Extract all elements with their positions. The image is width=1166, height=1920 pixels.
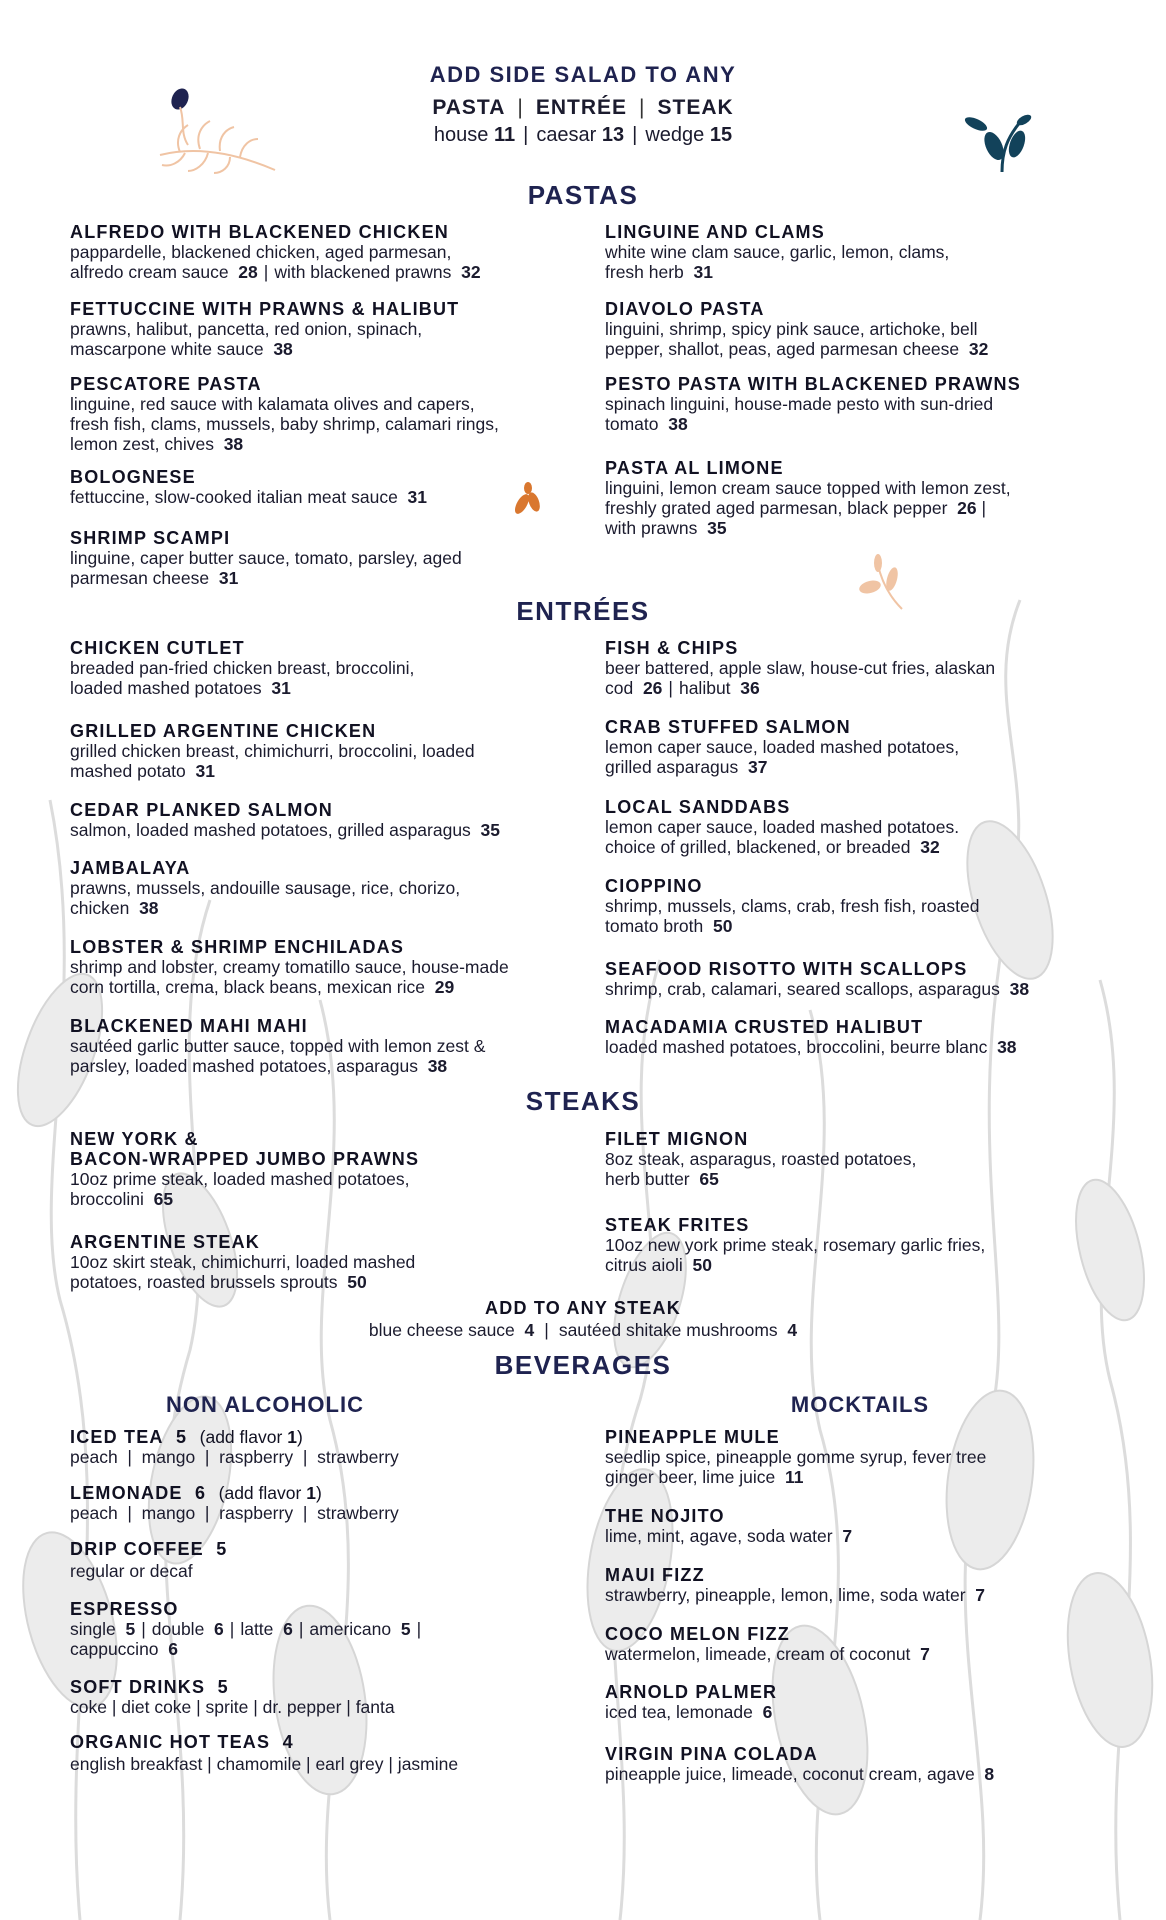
item-name: PINEAPPLE MULE <box>605 1427 780 1447</box>
menu-item <box>70 1599 570 1659</box>
menu-item <box>70 1732 570 1774</box>
item-price: 31 <box>693 262 713 282</box>
item-price: 65 <box>153 1189 174 1209</box>
item-desc: watermelon, limeade, cream of coconut 7 <box>605 1644 930 1664</box>
item-price: 31 <box>407 487 428 507</box>
item-name: PESCATORE PASTA <box>70 374 262 394</box>
menu-item <box>605 1682 1105 1722</box>
item-desc: beer battered, apple slaw, house-cut fries, alaskan <box>605 658 996 678</box>
item-name: LINGUINE AND CLAMS <box>605 222 825 242</box>
menu-item <box>70 1677 570 1717</box>
item-price: 38 <box>668 414 688 434</box>
item-price: 28 <box>238 262 258 282</box>
menu-item <box>70 1232 570 1292</box>
item-desc: citrus aioli 50 <box>605 1255 713 1275</box>
item-desc: herb butter 65 <box>605 1169 719 1189</box>
item-desc: lemon zest, chives 38 <box>70 434 244 454</box>
item-name: ESPRESSO <box>70 1599 179 1619</box>
item-name: LEMONADE 6 (add flavor 1) <box>70 1483 322 1503</box>
item-price: 31 <box>271 678 291 698</box>
item-desc: pineapple juice, limeade, coconut cream, agave 8 <box>605 1764 995 1784</box>
menu-item <box>605 1506 1105 1546</box>
item-desc: shrimp, mussels, clams, crab, fresh fish, roasted <box>605 896 980 916</box>
item-price: 8 <box>984 1764 995 1784</box>
item-desc: cod 26 | halibut 36 <box>605 678 760 698</box>
menu-item <box>70 1016 570 1076</box>
item-name: CHICKEN CUTLET <box>70 638 245 658</box>
section-title-steaks: STEAKS <box>525 1086 641 1116</box>
item-price: 65 <box>699 1169 719 1189</box>
menu-item <box>605 1017 1145 1057</box>
item-desc: fettuccine, slow-cooked italian meat sauce 31 <box>70 487 428 507</box>
section-title-beverages: BEVERAGES <box>494 1350 672 1380</box>
item-price: 50 <box>347 1272 367 1292</box>
item-name: THE NOJITO <box>605 1506 725 1526</box>
item-name: MAUI FIZZ <box>605 1565 705 1585</box>
separator: | <box>639 96 646 119</box>
menu-item <box>70 1427 570 1467</box>
item-price: 5 <box>217 1677 229 1697</box>
item-price: 50 <box>692 1255 713 1275</box>
item-price: 5 <box>176 1427 188 1447</box>
menu-item <box>605 1215 1105 1275</box>
item-price: 38 <box>139 898 159 918</box>
item-desc: breaded pan-fried chicken breast, broccolini, <box>70 658 415 678</box>
salad-label: wedge <box>645 124 705 146</box>
item-name: SHRIMP SCAMPI <box>70 528 231 548</box>
section-title-pastas: PASTAS <box>527 180 639 210</box>
item-desc: parsley, loaded mashed potatoes, asparagus 38 <box>70 1056 448 1076</box>
steak-addons <box>0 1298 1166 1341</box>
item-desc: coke | diet coke | sprite | dr. pepper | fanta <box>70 1697 395 1717</box>
item-desc: spinach linguini, house-made pesto with sun-dried <box>605 394 994 414</box>
item-desc: 10oz new york prime steak, rosemary garlic fries, <box>605 1235 986 1255</box>
item-desc: peach | mango | raspberry | strawberry <box>70 1503 399 1523</box>
separator: | <box>632 124 638 146</box>
item-price: 26 <box>642 678 663 698</box>
item-name: ARGENTINE STEAK <box>70 1232 261 1252</box>
item-desc: lemon caper sauce, loaded mashed potatoes, <box>605 737 960 757</box>
salad-price: 13 <box>601 124 625 146</box>
menu-item <box>605 1744 1105 1784</box>
item-price: 50 <box>712 916 733 936</box>
item-desc: grilled chicken breast, chimichurri, broccolini, loaded <box>70 741 475 761</box>
item-desc: single 5 | double 6 | latte 6 | americano 5 | <box>70 1619 422 1639</box>
menu-item <box>70 638 570 698</box>
item-name: FETTUCCINE WITH PRAWNS & HALIBUT <box>70 299 460 319</box>
item-price: 38 <box>427 1056 448 1076</box>
item-price: 36 <box>740 678 760 698</box>
item-name: LOCAL SANDDABS <box>605 797 791 817</box>
menu-item <box>70 937 590 997</box>
side-salad-categories <box>0 96 1166 120</box>
item-desc: 10oz prime steak, loaded mashed potatoes, <box>70 1169 410 1189</box>
menu-item <box>605 638 1105 698</box>
item-desc: lime, mint, agave, soda water 7 <box>605 1526 853 1546</box>
item-name: CIOPPINO <box>605 876 703 896</box>
item-name: CRAB STUFFED SALMON <box>605 717 851 737</box>
item-name: FISH & CHIPS <box>605 638 739 658</box>
item-name: STEAK FRITES <box>605 1215 750 1235</box>
item-name: BOLOGNESE <box>70 467 196 487</box>
addon-price: 4 <box>787 1320 798 1340</box>
item-desc: linguini, lemon cream sauce topped with lemon zest, <box>605 478 1011 498</box>
item-desc: english breakfast | chamomile | earl grey | jasmine <box>70 1754 459 1774</box>
item-price: 35 <box>707 518 727 538</box>
menu-item <box>70 1129 570 1209</box>
item-desc: mashed potato 31 <box>70 761 215 781</box>
menu-item <box>605 1129 1105 1189</box>
menu-item <box>605 876 1105 936</box>
item-name: CEDAR PLANKED SALMON <box>70 800 334 820</box>
salad-label: caesar <box>536 124 597 146</box>
menu-item <box>605 374 1145 434</box>
item-price: 32 <box>920 837 940 857</box>
item-desc: freshly grated aged parmesan, black pepper 26 | <box>605 498 987 518</box>
separator: | <box>517 96 524 119</box>
item-desc: shrimp and lobster, creamy tomatillo sauce, house-made <box>70 957 509 977</box>
salad-label: house <box>433 124 489 146</box>
item-name: ALFREDO WITH BLACKENED CHICKEN <box>70 222 449 242</box>
item-desc: 8oz steak, asparagus, roasted potatoes, <box>605 1149 917 1169</box>
salad-price: 11 <box>493 124 516 146</box>
item-name: MACADAMIA CRUSTED HALIBUT <box>605 1017 924 1037</box>
item-desc: pepper, shallot, peas, aged parmesan cheese 32 <box>605 339 989 359</box>
separator: | <box>523 124 529 146</box>
item-price: 38 <box>1009 979 1030 999</box>
item-desc: shrimp, crab, calamari, seared scallops, asparagus 38 <box>605 979 1030 999</box>
item-desc: linguine, caper butter sauce, tomato, parsley, aged <box>70 548 462 568</box>
item-price: 29 <box>434 977 455 997</box>
item-desc: with prawns 35 <box>605 518 727 538</box>
menu-item <box>605 1624 1105 1664</box>
item-price: 37 <box>748 757 768 777</box>
item-price: 4 <box>282 1732 294 1752</box>
item-name: BLACKENED MAHI MAHI <box>70 1016 308 1036</box>
item-desc: cappuccino 6 <box>70 1639 179 1659</box>
menu-item <box>70 374 570 454</box>
category-entree: ENTRÉE <box>535 96 628 119</box>
item-desc: prawns, mussels, andouille sausage, rice, chorizo, <box>70 878 461 898</box>
item-desc: linguini, shrimp, spicy pink sauce, artichoke, bell <box>605 319 978 339</box>
menu-item <box>605 1427 1105 1487</box>
menu-item <box>70 858 570 918</box>
item-name: COCO MELON FIZZ <box>605 1624 790 1644</box>
item-price: 6 <box>195 1483 207 1503</box>
item-name: VIRGIN PINA COLADA <box>605 1744 818 1764</box>
menu-item <box>70 467 570 507</box>
item-desc: seedlip spice, pineapple gomme syrup, fever tree <box>605 1447 987 1467</box>
item-name: ORGANIC HOT TEAS 4 <box>70 1732 294 1752</box>
menu-item <box>70 1483 570 1523</box>
item-price: 32 <box>461 262 481 282</box>
item-price: 7 <box>920 1644 930 1664</box>
menu-item <box>605 797 1105 857</box>
menu-item <box>605 458 1145 538</box>
item-desc: pappardelle, blackened chicken, aged parmesan, <box>70 242 452 262</box>
category-steak: STEAK <box>657 96 734 119</box>
item-desc: chicken 38 <box>70 898 159 918</box>
addon-title: ADD TO ANY STEAK <box>485 1298 681 1318</box>
item-desc: ginger beer, lime juice 11 <box>605 1467 804 1487</box>
item-name: JAMBALAYA <box>70 858 191 878</box>
item-desc: choice of grilled, blackened, or breaded 32 <box>605 837 940 857</box>
category-pasta: PASTA <box>432 96 506 119</box>
menu-item <box>70 721 570 781</box>
item-name: SEAFOOD RISOTTO WITH SCALLOPS <box>605 959 968 979</box>
section-title-entrees: ENTRÉES <box>516 596 650 626</box>
item-name: LOBSTER & SHRIMP ENCHILADAS <box>70 937 405 957</box>
item-desc: corn tortilla, crema, black beans, mexican rice 29 <box>70 977 455 997</box>
item-price: 32 <box>968 339 989 359</box>
menu-item <box>605 222 1105 282</box>
item-name: PESTO PASTA WITH BLACKENED PRAWNS <box>605 374 1021 394</box>
item-desc: potatoes, roasted brussels sprouts 50 <box>70 1272 367 1292</box>
salad-price: 15 <box>709 124 733 146</box>
item-price: 35 <box>480 820 501 840</box>
menu-item <box>605 959 1145 999</box>
addon-options: blue cheese sauce 4 | sautéed shitake mushrooms 4 <box>368 1320 798 1340</box>
item-desc: parmesan cheese 31 <box>70 568 239 588</box>
subsection-non-alcoholic: NON ALCOHOLIC <box>166 1392 364 1417</box>
item-name: ARNOLD PALMER <box>605 1682 778 1702</box>
item-desc: loaded mashed potatoes, broccolini, beurre blanc 38 <box>605 1037 1017 1057</box>
item-price: 5 <box>216 1539 228 1559</box>
item-name: FILET MIGNON <box>605 1129 749 1149</box>
item-desc: loaded mashed potatoes 31 <box>70 678 291 698</box>
item-desc: prawns, halibut, pancetta, red onion, spinach, <box>70 319 423 339</box>
item-desc: broccolini 65 <box>70 1189 174 1209</box>
item-desc: white wine clam sauce, garlic, lemon, clams, <box>605 242 950 262</box>
item-price: 38 <box>273 339 293 359</box>
item-desc: 10oz skirt steak, chimichurri, loaded mashed <box>70 1252 416 1272</box>
addon-price: 4 <box>524 1320 535 1340</box>
side-salad-heading: ADD SIDE SALAD TO ANY <box>429 62 737 87</box>
item-desc: sautéed garlic butter sauce, topped with lemon zest & <box>70 1036 486 1056</box>
item-desc: alfredo cream sauce 28 | with blackened prawns 32 <box>70 262 481 282</box>
item-desc: strawberry, pineapple, lemon, lime, soda water 7 <box>605 1585 986 1605</box>
item-desc: peach | mango | raspberry | strawberry <box>70 1447 399 1467</box>
item-name: DIAVOLO PASTA <box>605 299 765 319</box>
menu-item <box>605 717 1105 777</box>
item-price: 38 <box>223 434 244 454</box>
item-name: ICED TEA 5 (add flavor 1) <box>70 1427 303 1447</box>
item-price: 31 <box>218 568 239 588</box>
item-price: 7 <box>842 1526 853 1546</box>
item-desc: linguine, red sauce with kalamata olives and capers, <box>70 394 475 414</box>
item-desc: tomato broth 50 <box>605 916 733 936</box>
side-salad-prices <box>0 124 1166 147</box>
item-name: NEW YORK & <box>70 1129 199 1149</box>
menu-item <box>605 1565 1105 1605</box>
item-price: 26 <box>957 498 977 518</box>
menu-item <box>605 299 1105 359</box>
menu-item <box>70 299 570 359</box>
item-name: DRIP COFFEE 5 <box>70 1539 228 1559</box>
item-price: 11 <box>784 1467 804 1487</box>
item-desc: salmon, loaded mashed potatoes, grilled asparagus 35 <box>70 820 501 840</box>
item-price: 7 <box>975 1585 986 1605</box>
item-desc: iced tea, lemonade 6 <box>605 1702 773 1722</box>
item-name: GRILLED ARGENTINE CHICKEN <box>70 721 377 741</box>
menu-item <box>70 1539 570 1581</box>
item-name: BACON-WRAPPED JUMBO PRAWNS <box>70 1149 420 1169</box>
menu-item <box>70 222 570 282</box>
item-name: PASTA AL LIMONE <box>605 458 784 478</box>
item-desc: fresh herb 31 <box>605 262 713 282</box>
item-desc: mascarpone white sauce 38 <box>70 339 293 359</box>
item-desc: lemon caper sauce, loaded mashed potatoes. <box>605 817 960 837</box>
menu-item <box>70 800 590 840</box>
item-price: 38 <box>997 1037 1017 1057</box>
item-desc: fresh fish, clams, mussels, baby shrimp, calamari rings, <box>70 414 499 434</box>
item-desc: regular or decaf <box>70 1561 193 1581</box>
item-desc: tomato 38 <box>605 414 688 434</box>
item-name: SOFT DRINKS 5 <box>70 1677 229 1697</box>
item-price: 6 <box>762 1702 773 1722</box>
item-desc: grilled asparagus 37 <box>605 757 768 777</box>
subsection-mocktails: MOCKTAILS <box>790 1392 930 1417</box>
item-price: 31 <box>195 761 215 781</box>
menu-item <box>70 528 570 588</box>
